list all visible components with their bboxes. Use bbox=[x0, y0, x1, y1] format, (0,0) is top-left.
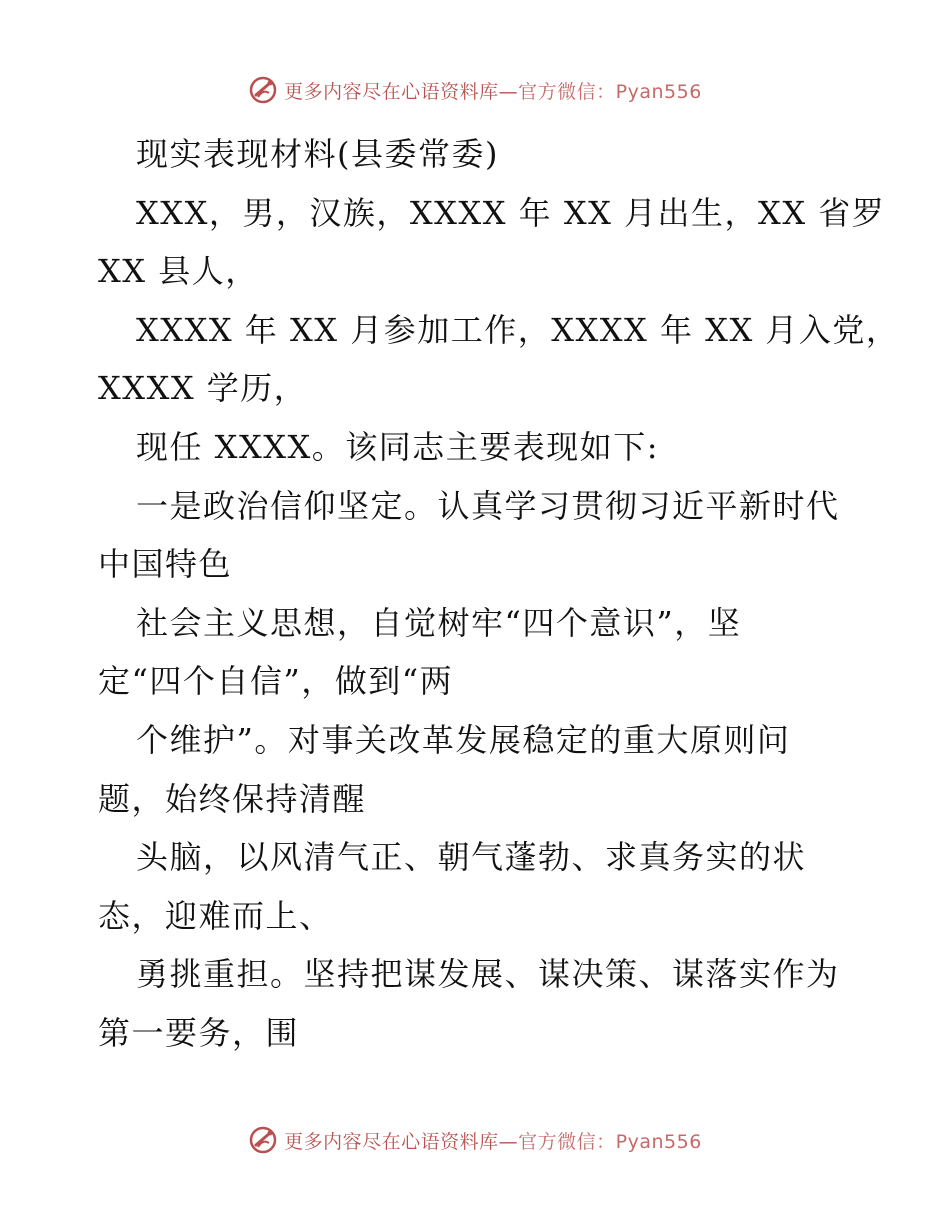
text-line: XXXX 年 XX 月参加工作，XXXX 年 XX 月入党， bbox=[136, 310, 900, 349]
header-text: 更多内容尽在心语资料库 bbox=[284, 80, 499, 103]
header-wechat: 官方微信：Pyan556 bbox=[518, 80, 702, 103]
text-line: 中国特色 bbox=[98, 545, 233, 584]
footer-text: 更多内容尽在心语资料库 bbox=[284, 1130, 499, 1153]
text-line: XXX，男，汉族，XXXX 年 XX 月出生，XX 省罗 bbox=[136, 193, 886, 232]
text-line: 一是政治信仰坚定。认真学习贯彻习近平新时代 bbox=[136, 486, 840, 525]
text-line: 现任 XXXX。该同志主要表现如下: bbox=[136, 427, 660, 466]
text-line: 定“四个自信”，做到“两 bbox=[98, 662, 454, 701]
text-line: 题，始终保持清醒 bbox=[98, 779, 367, 818]
text-line: XX 县人， bbox=[98, 252, 259, 291]
header-dash: — bbox=[498, 80, 519, 103]
text-line: XXXX 学历， bbox=[98, 369, 308, 408]
footer-dash: — bbox=[498, 1130, 519, 1153]
text-line: 个维护”。对事关改革发展稳定的重大原则问 bbox=[136, 720, 791, 759]
text-line: 态，迎难而上、 bbox=[98, 896, 333, 935]
text-line: 第一要务，围 bbox=[98, 1013, 300, 1052]
logo-icon bbox=[248, 75, 278, 105]
document-body bbox=[98, 125, 900, 1063]
footer-banner bbox=[0, 1122, 950, 1158]
footer-wechat: 官方微信：Pyan556 bbox=[518, 1130, 702, 1153]
text-line: 社会主义思想，自觉树牢“四个意识”，坚 bbox=[136, 603, 742, 642]
logo-icon bbox=[248, 1125, 278, 1155]
header-banner bbox=[0, 72, 950, 108]
text-line: 现实表现材料(县委常委) bbox=[136, 135, 499, 173]
text-line: 勇挑重担。坚持把谋发展、谋决策、谋落实作为 bbox=[136, 955, 840, 994]
text-line: 头脑，以风清气正、朝气蓬勃、求真务实的状 bbox=[136, 838, 807, 877]
